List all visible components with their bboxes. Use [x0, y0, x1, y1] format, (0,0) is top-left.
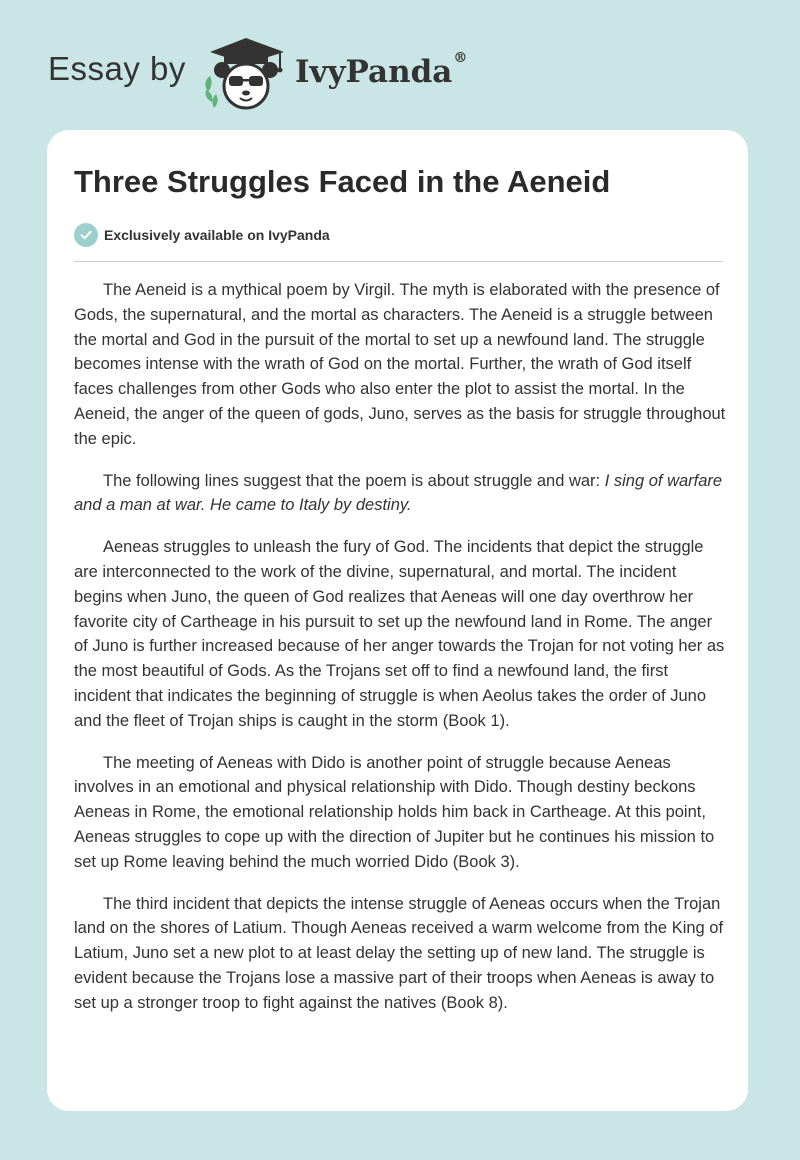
paragraph: The meeting of Aeneas with Dido is another point of struggle because Aeneas involves in an emotional and physical relationship with Dido. Though destiny beckons Aeneas in Rome, the emotional relationship holds him back in Cartheage. At this point, Aeneas struggles to cope up with the direction of Jupiter but he continues his mission to set up Rome leaving behind the much worried Dido (Book 3). [74, 753, 715, 871]
brand-name-text: IvyPanda [295, 54, 453, 90]
essay-card [47, 130, 748, 1111]
essay-title: Three Struggles Faced in the Aeneid [74, 164, 611, 199]
site-header [0, 0, 800, 130]
panda-graduate-icon[interactable] [200, 36, 292, 110]
paragraph-text: The following lines suggest that the poem is about struggle and war: [103, 471, 605, 490]
check-circle-icon [74, 223, 98, 247]
divider [74, 261, 723, 262]
quotation: I sing of warfare and a man at war. He came to Italy by destiny. [74, 471, 723, 515]
paragraph: Aeneas struggles to unleash the fury of God. The incidents that depict the struggle are interconnected to the work of the divine, supernatural, and mortal. The incident begins when Juno, the queen of God realizes that Aeneas will one day overthrow her favorite city of Cartheage in his pursuit to set up the newfound land in Rome. The anger of Juno is further increased because of her anger towards the Trojan for not voting her as the most beautiful of Gods. As the Trojans set off to find a newfound land, the first incident that indicates the beginning of struggle is when Aeolus takes the order of Juno and the fleet of Trojan ships is caught in the storm (Book 1). [74, 538, 725, 730]
availability-label: Exclusively available on IvyPanda [104, 227, 330, 243]
paragraph: The Aeneid is a mythical poem by Virgil. The myth is elaborated with the presence of Gods, the supernatural, and the mortal as characters. The Aeneid is a struggle between the mortal and God in the pursuit of the mortal to set up a newfound land. The struggle becomes intense with the wrath of God on the mortal. Further, the wrath of God itself faces challenges from other Gods who also enter the plot to assist the mortal. In the Aeneid, the anger of the queen of gods, Juno, serves as the basis for struggle throughout the epic. [74, 281, 726, 448]
availability-badge [74, 223, 330, 247]
paragraph [74, 469, 726, 519]
brand-name[interactable] [295, 50, 468, 90]
brand-prefix: Essay by [48, 50, 186, 87]
essay-body [74, 278, 726, 1033]
registered-mark: ® [453, 50, 468, 66]
paragraph: The third incident that depicts the intense struggle of Aeneas occurs when the Trojan land on the shores of Latium. Though Aeneas received a warm welcome from the King of Latium, Juno set a new plot to at least delay the setting up of new land. The struggle is evident because the Trojans lose a massive part of their troops when Aeneas is away to set up a stronger troop to fight against the natives (Book 8). [74, 894, 724, 1012]
